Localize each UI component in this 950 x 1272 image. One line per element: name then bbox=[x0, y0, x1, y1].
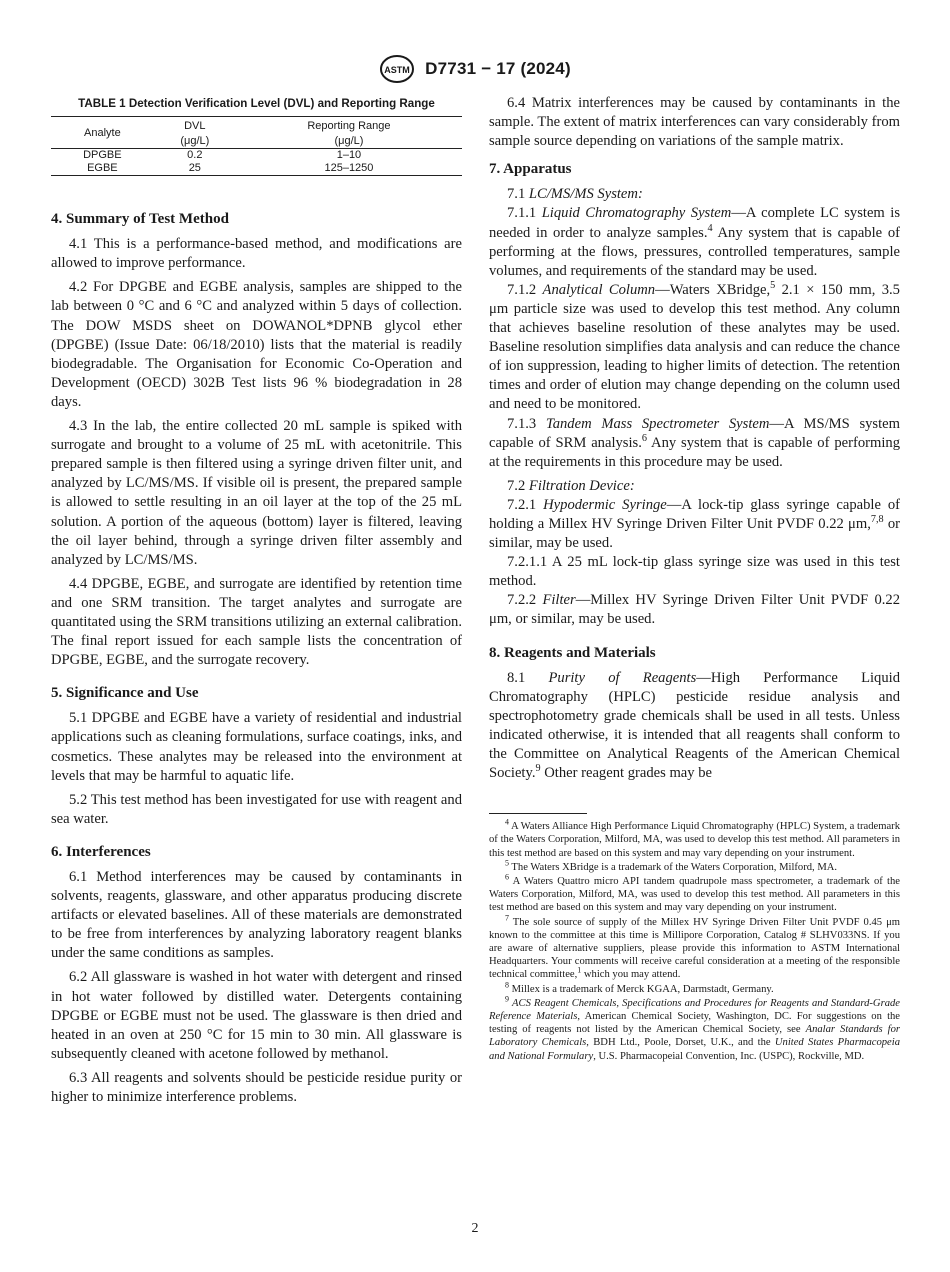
clause-number: 8.1 bbox=[507, 669, 526, 686]
clause-title: Filtration Device: bbox=[528, 477, 635, 494]
paragraph-4-3: 4.3 In the lab, the entire collected 20 mL sample is spiked with surrogate and brought to a volume of 25 mL with acetonitrile. This prepared sample is then filtered using a syringe driven filter unit, and analyzed by LC/MS/MS. If visible oil is present, the prepared sample is allowed to settle resulting in an oil layer at the top of the 25 mL solution. A portion of the aqueous (bottom) layer is filtered, leaving the oil layer behind, through a syringe driven filter assembly and analyzed by LC/MS/MS. bbox=[51, 418, 462, 568]
section-6-heading: 6. Interferences bbox=[51, 843, 151, 860]
paragraph-6-3: 6.3 All reagents and solvents should be pesticide residue purity or higher to minimize interference problems. bbox=[51, 1069, 462, 1106]
left-column bbox=[51, 94, 462, 1112]
clause-text: Any system that is capable of performing at the requirements in this procedure may be used. bbox=[489, 434, 900, 470]
footnote-number: 7 bbox=[505, 913, 509, 923]
clause-text: —A MS/MS system capable of SRM analysis. bbox=[489, 415, 900, 451]
footnote-text: , BDH Ltd., Poole, Dorset, U.K., and the bbox=[586, 1037, 775, 1049]
paragraph-4-1: 4.1 This is a performance-based method, and modifications are allowed to improve performance. bbox=[51, 236, 462, 272]
footnote-4 bbox=[489, 817, 900, 860]
clause-title: Liquid Chromatography System bbox=[541, 205, 732, 222]
footnote-ref: 5 bbox=[770, 279, 776, 291]
footnote-ref: 4 bbox=[707, 222, 713, 234]
table-row bbox=[51, 149, 462, 162]
clause-text: Any system that is capable of performing at the flows, pressures, controlled temperatures, sample volumes, and requirements of the standard may be used. bbox=[489, 224, 900, 279]
footnote-number: 4 bbox=[505, 817, 509, 827]
clause-text: —Waters XBridge, bbox=[655, 281, 771, 298]
clause-text: —High Performance Liquid Chromatography (HPLC) pesticide residue analysis and spectrophotometry grade chemicals shall be used in all tests. Unless indicated otherwise, it is intended that all reagents shall conform to the Committee on Analytical Reagents of the American Chemical Society. bbox=[489, 669, 900, 782]
paragraph-6-2: 6.2 All glassware is washed in hot water with detergent and rinsed in hot water followed by distilled water. Detergents containing DPGBE or EGBE must not be used. The glassware is then dried and heated in an oven at 250 °C for 15 min to 30 min. All glassware is subsequently cleaned with acetone followed by methanol. bbox=[51, 969, 462, 1062]
table-1-title: TABLE 1 Detection Verification Level (DVL) and Reporting Range bbox=[78, 97, 435, 110]
footnotes bbox=[489, 817, 901, 1063]
clause-title: LC/MS/MS System: bbox=[528, 186, 643, 203]
paragraph-4-4: 4.4 DPGBE, EGBE, and surrogate are identified by retention time and one SRM transition. The target analytes and surrogate are quantitated using the SRM transitions utilizing an external calibration. The final report issued for each sample lists the concentration of DPGBE, EGBE, and the surrogate recovery. bbox=[51, 575, 462, 669]
footnote-text: The Waters XBridge is a trademark of the Waters Corporation, Milford, MA. bbox=[508, 861, 838, 873]
paragraph-8-1 bbox=[489, 669, 900, 784]
paragraph-5-1: 5.1 DPGBE and EGBE have a variety of residential and industrial applications such as cleaning formulations, surface coatings, inks, and cosmetics. These analytes may be released into the environment at levels that may be harmful to aquatic life. bbox=[51, 710, 462, 784]
page-header bbox=[0, 54, 950, 84]
footnote-ref: 7,8 bbox=[870, 514, 884, 526]
paragraph-5-2: 5.2 This test method has been investigated for use with reagent and sea water. bbox=[51, 791, 462, 827]
footnote-number: 8 bbox=[505, 980, 509, 990]
table-cell-dvl: 25 bbox=[154, 162, 236, 176]
clause-text: —Millex HV Syringe Driven Filter Unit PVDF 0.22 μm, or similar, may be used. bbox=[489, 592, 901, 628]
table-cell-range: 1–10 bbox=[336, 149, 362, 162]
footnote-7 bbox=[489, 913, 900, 982]
clause-text: —A complete LC system is needed in order to analyze samples. bbox=[489, 205, 900, 241]
footnote-5 bbox=[489, 858, 900, 874]
table-cell-analyte: EGBE bbox=[51, 162, 154, 176]
clause-number: 7.2.1 bbox=[507, 496, 537, 513]
paragraph-7-1-2 bbox=[489, 281, 900, 415]
section-8-heading: 8. Reagents and Materials bbox=[489, 644, 656, 661]
table-cell-analyte: DPGBE bbox=[83, 149, 122, 162]
footnote-text: The sole source of supply of the Millex HV Syringe Driven Filter Unit PVDF 0.45 μm known to the committee at this time is Millipore Corporation, Catalog # SLHV033NS. If you are aware of alternative suppliers, please provide this information to ASTM International Headquarters. Your comments will receive careful consideration at a meeting of the responsible technical committee, bbox=[489, 916, 900, 981]
paragraph-7-1 bbox=[489, 185, 900, 204]
clause-title: Filter bbox=[542, 592, 576, 609]
footnote-title: United States Pharmacopeia and National Formulary bbox=[489, 1037, 901, 1062]
clause-number: 7.1 bbox=[507, 186, 526, 203]
paragraph-7-2-2 bbox=[489, 591, 900, 629]
paragraph-7-2 bbox=[489, 477, 900, 496]
paragraph-4-2: 4.2 For DPGBE and EGBE analysis, samples are shipped to the lab between 0 °C and 6 °C and analyzed within 5 days of collection. The DOW MSDS sheet on DOWANOL*DPNB glycol ether (DPGBE) (Issue Date: 06/18/2010) lists that the material is readily biodegradable. The Organisation for Economic Co-Operation and Development (OECD) 302B Test lists 96 % biodegradation in 28 days. bbox=[51, 279, 462, 410]
footnote-title: ACS Reagent Chemicals, Specifications and Procedures for Reagents and Standard-Grade Reference Materials bbox=[489, 997, 900, 1023]
clause-text: —A lock-tip glass syringe capable of holding a Millex HV Syringe Driven Filter Unit PVDF 0.22 μm, bbox=[489, 496, 901, 532]
clause-number: 7.1.1 bbox=[507, 205, 537, 222]
paragraph-6-4: 6.4 Matrix interferences may be caused by contaminants in the sample. The extent of matrix interferences can vary considerably from sample source depending on variations of the sample matrix. bbox=[489, 95, 900, 150]
table-header-dvl-unit: (μg/L) bbox=[154, 134, 236, 149]
footnote-number: 5 bbox=[505, 858, 509, 868]
section-7-heading: 7. Apparatus bbox=[489, 161, 572, 178]
document-id: D7731 − 17 (2024) bbox=[425, 59, 571, 78]
astm-logo-icon bbox=[379, 54, 415, 84]
table-1 bbox=[51, 116, 462, 176]
footnote-number: 9 bbox=[505, 994, 509, 1004]
table-header-dvl: DVL bbox=[154, 117, 236, 134]
footnote-title: Analar Standards for Laboratory Chemicals bbox=[489, 1024, 901, 1049]
footnote-ref: 9 bbox=[535, 763, 541, 775]
footnote-6 bbox=[489, 872, 900, 915]
footnote-number: 6 bbox=[505, 872, 509, 882]
page-number: 2 bbox=[471, 1221, 479, 1236]
clause-number: 7.2.2 bbox=[507, 592, 537, 609]
table-cell-range: 125–1250 bbox=[236, 162, 462, 176]
clause-title: Hypodermic Syringe bbox=[543, 496, 667, 513]
footnote-8 bbox=[489, 980, 900, 996]
clause-number: 7.1.2 bbox=[507, 281, 537, 298]
paragraph-6-1: 6.1 Method interferences may be caused by contaminants in solvents, reagents, glassware, and other apparatus producing discrete artifacts or elevated baselines. All of these materials are demonstrated to be free from interferences by analyzing laboratory reagent blanks under the same conditions as samples. bbox=[51, 869, 462, 962]
footnote-text: which you may attend. bbox=[581, 969, 681, 981]
right-column bbox=[489, 94, 900, 1064]
section-4-heading: 4. Summary of Test Method bbox=[51, 211, 229, 228]
table-header-range: Reporting Range bbox=[236, 117, 462, 134]
clause-number: 7.2 bbox=[507, 477, 526, 494]
footnote-divider bbox=[489, 813, 587, 814]
table-cell-dvl: 0.2 bbox=[187, 149, 203, 162]
paragraph-7-1-3 bbox=[489, 415, 900, 472]
clause-text: or similar, may be used. bbox=[489, 515, 900, 552]
table-row bbox=[51, 162, 462, 176]
clause-text: Other reagent grades may be bbox=[540, 765, 712, 782]
footnote-text: A Waters Alliance High Performance Liquid Chromatography (HPLC) System, a trademark of the Waters Corporation, Milford, MA, was used to develop this test method. All parameters in this test method are based on this system and may vary depending on your instrument. bbox=[489, 821, 900, 859]
clause-title: Purity of Reagents bbox=[548, 669, 697, 686]
paragraph-7-1-1 bbox=[489, 204, 900, 280]
footnote-ref: 6 bbox=[641, 432, 647, 444]
footnote-9 bbox=[489, 994, 901, 1063]
paragraph-7-2-1-1: 7.2.1.1 A 25 mL lock-tip glass syringe size was used in this test method. bbox=[489, 554, 900, 590]
section-5-heading: 5. Significance and Use bbox=[51, 685, 199, 702]
clause-text: 2.1 × 150 mm, 3.5 μm particle size was used to develop this test method. Any column that achieves baseline resolution of these analytes may be used. Baseline resolution simplifies data analysis and can reduce the chance of ion suppression, leading to higher limits of detection. The retention times and order of elution may change depending on the column used and need to be monitored. bbox=[489, 281, 900, 413]
clause-title: Tandem Mass Spectrometer System bbox=[545, 415, 770, 432]
footnote-text: , U.S. Pharmacopeial Convention, Inc. (USPC), Rockville, MD. bbox=[593, 1050, 865, 1062]
clause-title: Analytical Column bbox=[542, 281, 656, 298]
clause-number: 7.1.3 bbox=[507, 415, 537, 432]
footnote-ref: 1 bbox=[577, 965, 582, 975]
footnote-text: Millex is a trademark of Merck KGAA, Darmstadt, Germany. bbox=[508, 983, 774, 995]
table-header-analyte: Analyte bbox=[51, 117, 154, 149]
footnote-text: A Waters Quattro micro API tandem quadrupole mass spectrometer, a trademark of the Waters Corporation, Milford, MA, was used to develop this test method. All parameters in this test method are based on this system and may vary depending on your instrument. bbox=[489, 876, 900, 914]
table-header-range-unit: (μg/L) bbox=[236, 134, 462, 149]
paragraph-7-2-1 bbox=[489, 496, 900, 553]
svg-text:ASTM: ASTM bbox=[384, 65, 410, 75]
footnote-text: , American Chemical Society, Washington, DC. For suggestions on the testing of reagents not listed by the American Chemical Society, see bbox=[489, 1011, 901, 1036]
